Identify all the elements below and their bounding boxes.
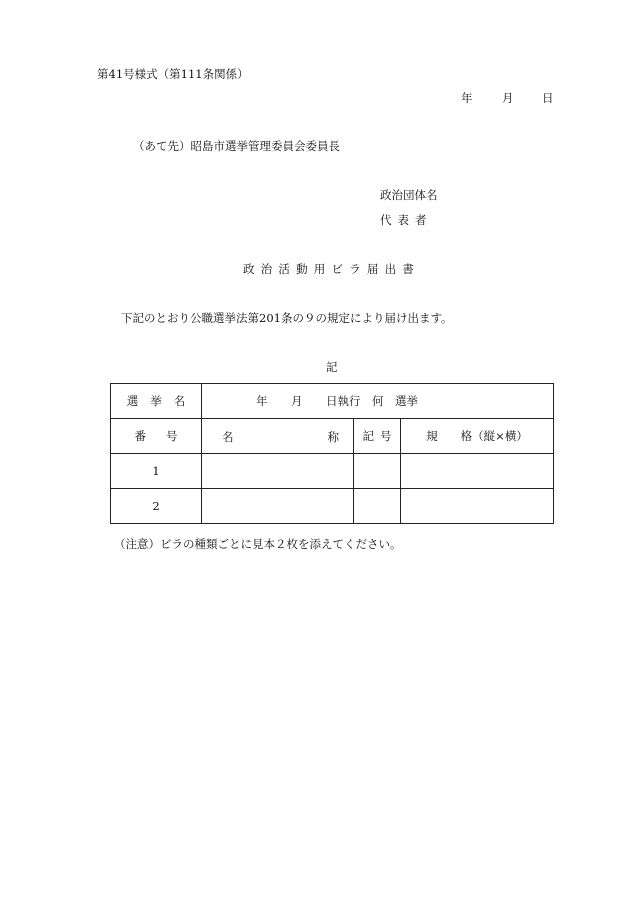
date-day: 日 [542, 91, 554, 105]
row-symbol[interactable] [354, 489, 401, 524]
election-label: 選挙名 [111, 384, 202, 419]
representative-label: 代表者 [380, 213, 433, 227]
row-symbol[interactable] [354, 454, 401, 489]
org-name-label: 政治団体名 [380, 188, 438, 202]
row-name[interactable] [202, 454, 354, 489]
election-suffix: 日執行 何 選挙 [326, 394, 418, 408]
election-month: 月 [291, 394, 303, 408]
row-name[interactable] [202, 489, 354, 524]
addressee: （あて先）昭島市選挙管理委員会委員長 [133, 139, 340, 153]
date-line [461, 90, 554, 106]
election-year: 年 [256, 394, 268, 408]
col-symbol-header: 記号 [354, 419, 401, 454]
row-size[interactable] [401, 454, 554, 489]
table-row [111, 454, 554, 489]
col-number-header: 番号 [111, 419, 202, 454]
election-row [111, 384, 554, 419]
row-number: 1 [111, 454, 202, 489]
ki-label: 記 [326, 360, 338, 374]
form-number: 第41号様式（第111条関係） [97, 67, 249, 81]
col-size-header: 規 格（縦×横） [401, 419, 554, 454]
col-name-header [202, 419, 354, 454]
row-size[interactable] [401, 489, 554, 524]
col-name-left: 名 [222, 430, 234, 444]
election-value [202, 384, 554, 419]
header-row [111, 419, 554, 454]
form-table [110, 383, 554, 524]
body-text: 下記のとおり公職選挙法第201条の９の規定により届け出ます。 [121, 311, 453, 325]
document-title: 政治活動用ビラ届出書 [243, 262, 420, 276]
table-row [111, 489, 554, 524]
row-number: 2 [111, 489, 202, 524]
note-text: （注意）ビラの種類ごとに見本２枚を添えてください。 [114, 537, 402, 551]
date-month: 月 [502, 91, 514, 105]
col-name-right: 称 [327, 430, 339, 444]
date-year: 年 [461, 91, 473, 105]
